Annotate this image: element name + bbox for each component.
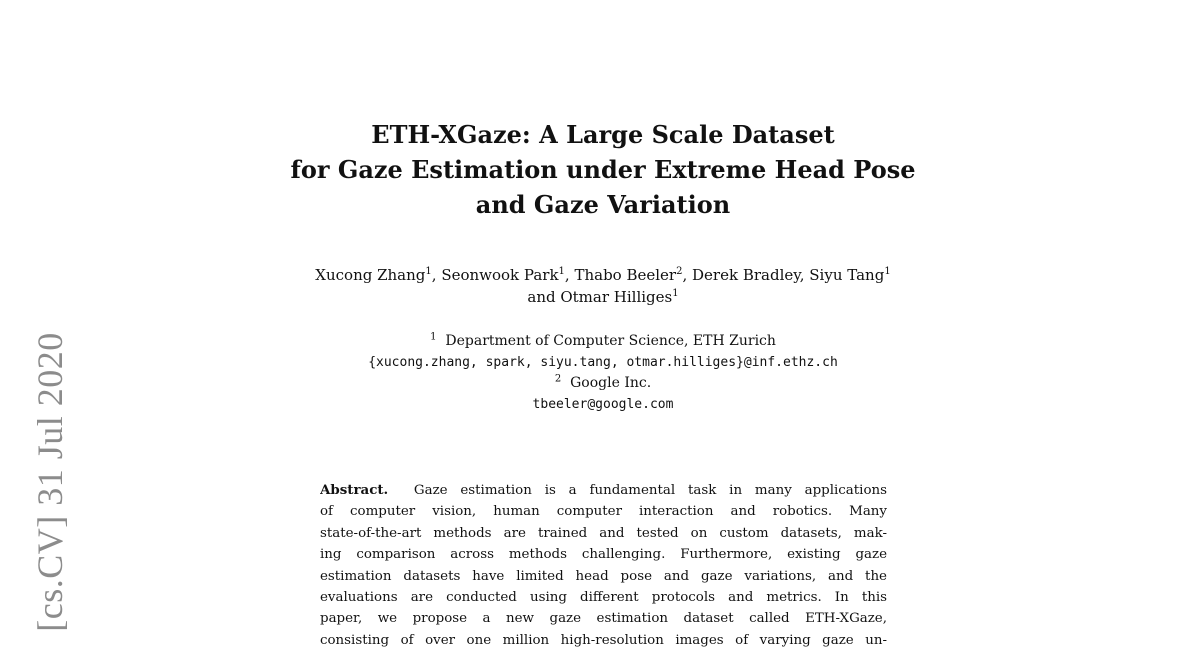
author-separator: , [682,266,693,284]
author-name: Derek Bradley [692,266,800,284]
author-separator: , [564,266,575,284]
abstract-line: estimation datasets have limited head pose and gaze variations, and the [320,568,887,584]
affiliation-1 [0,331,1200,352]
author-name: Seonwook Park [441,266,559,284]
author-affil-sup: 1 [425,266,432,277]
author-separator: , [799,266,810,284]
title-line-3: and Gaze Variation [475,190,731,219]
author-line-2 [0,286,1200,308]
author-conjunction: and [527,288,561,306]
title-line-1: ETH-XGaze: A Large Scale Dataset [371,120,835,149]
author-affil-sup: 1 [672,288,679,299]
affiliation-2-email: tbeeler@google.com [532,397,674,412]
author-separator: , [431,266,442,284]
affiliation-2-sup: 2 [554,373,562,385]
abstract-line: paper, we propose a new gaze estimation dataset called ETH-XGaze, [320,611,887,627]
affiliation-2 [0,373,1200,394]
affiliations [0,331,1200,415]
author-list [0,264,1200,308]
abstract-line: ing comparison across methods challenging. Furthermore, existing gaze [320,547,887,563]
author-affil-sup: 1 [884,266,891,277]
author-name: Otmar Hilliges [560,288,673,306]
author-affil-sup: 1 [558,266,565,277]
abstract-line: state-of-the-art methods are trained and tested on custom datasets, mak- [320,525,887,541]
author-name: Siyu Tang [809,266,885,284]
abstract-line [320,480,887,501]
abstract [320,480,887,651]
author-name: Thabo Beeler [574,266,677,284]
affiliation-1-name: Department of Computer Science, ETH Zurich [445,333,776,349]
author-affil-sup: 2 [676,266,683,277]
title-line-2: for Gaze Estimation under Extreme Head Pose [290,155,916,184]
paper-title [0,117,1200,222]
affiliation-1-sup: 1 [430,331,437,343]
abstract-line: of computer vision, human computer interaction and robotics. Many [320,504,887,520]
author-line-1 [0,264,1200,286]
abstract-line: consisting of over one million high-resolution images of varying gaze un- [320,632,887,648]
affiliation-1-emails: {xucong.zhang, spark, siyu.tang, otmar.hilliges}@inf.ethz.ch [368,355,838,370]
abstract-heading: Abstract. [320,482,389,498]
abstract-line: evaluations are conducted using different protocols and metrics. In this [320,590,887,606]
arxiv-stamp: [cs.CV] 31 Jul 2020 [30,332,70,632]
author-name: Xucong Zhang [315,266,426,284]
abstract-first-line-text: Gaze estimation is a fundamental task in many applications [413,483,887,498]
affiliation-2-name: Google Inc. [570,375,652,391]
